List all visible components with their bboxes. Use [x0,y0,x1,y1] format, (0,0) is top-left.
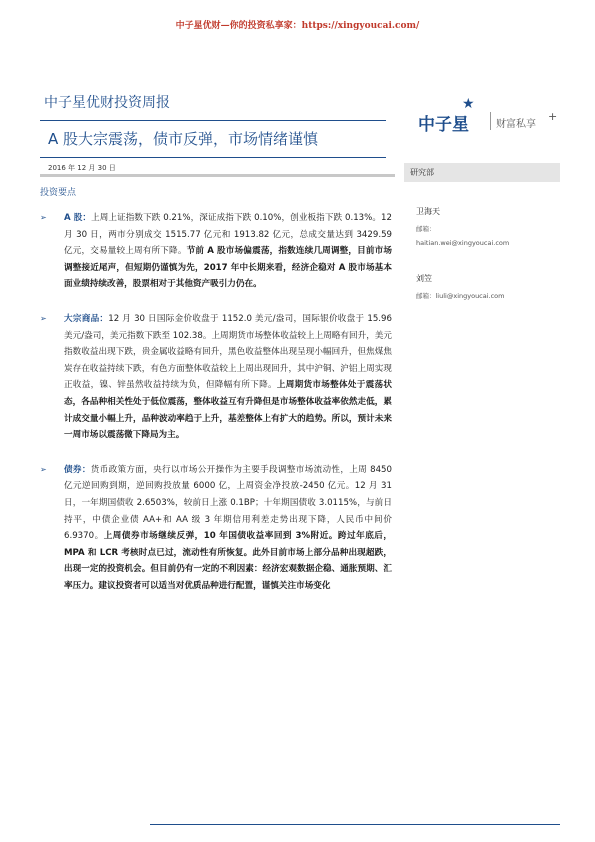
bullet-text: 上周上证指数下跌 0.21%，深证成指下跌 0.10%，创业板指下跌 0.13%。12 月 30 日，两市分别成交 1515.77 亿元和 1913.82 亿元，总成交量达到 3429.59 亿元，交易量较上周有所下降。 [64,213,392,257]
analyst-email[interactable]: 邮箱：liuli@xingyoucai.com [416,292,505,300]
bullet-highlight: 上周期货市场整体处于震荡状态，各品种相关性处于低位震荡，整体收益互有升降但是市场整体收益率依然走低，累计成交量小幅上升，品种波动率趋于上升，基差整体上有扩大的趋势。所以，预计未来一周市场以震荡微下降局为主。 [64,380,392,441]
department-label: 研究部 [404,163,560,182]
bullet-highlight: 上周债券市场继续反弹，10 年国债收益率回到 3%附近。跨过年底后，MPA 和 LCR 考核时点已过，流动性有所恢复。此外目前市场上部分品种出现超跌，出现一定的投资机会。但目前仍有一定的不利因素：经济宏观数据企稳、通胀预期、汇率压力。建议投资者可以适当对优质品种进行配置，谨慎关注市场变化 [64,531,392,591]
logo-sub-text: 财富私享 [496,119,536,130]
analyst-name: 卫海天 [416,207,440,216]
star-icon: ★ [462,96,475,112]
bullet-label: 债券： [64,464,91,475]
analyst-name: 刘笠 [416,274,432,283]
analyst-email[interactable]: haitian.wei@xingyoucai.com [416,239,510,247]
logo-separator [490,112,491,130]
bullet-label: 大宗商品： [64,313,109,324]
report-header [40,92,386,158]
list-item [40,210,392,293]
key-points [40,210,392,612]
bullet-text: 货币政策方面，央行以市场公开操作为主要手段调整市场流动性，上周 8450 亿元逆回购到期，逆回购投放量 6000 亿，上周资金净投放-2450 亿元。12 月 31 日，一年期国债收 2.6503%，较前日上涨 0.1BP；十年期国债收 3.0115%，与前日持平，中债企业债 AA+和 AA 级 3 年期信用利差走势出现下降，人民币中间价 6.9370。 [64,464,392,542]
divider-bar [40,174,395,177]
report-title: A 股大宗震荡，债市反弹，市场情绪谨慎 [48,130,319,148]
plus-icon: + [548,110,558,123]
analyst-card [404,206,560,247]
sidebar [404,163,560,300]
analyst-email-label: 邮箱： [416,225,436,233]
list-item [40,311,392,444]
arrow-right-icon: ➢ [40,213,47,222]
brand-logo [418,98,558,138]
divider [40,120,386,121]
bullet-text: 12 月 30 日国际金价收盘于 1152.0 美元/盎司，国际银价收盘于 15.96 美元/盎司，美元指数下跌至 102.38。上周期货市场整体收益较上上周略有回升，美元指数收益出现下跌，贵金属收益略有回升，黑色收益整体出现呈现小幅回升，但焦煤焦炭存在收益持续下跌，有色方面整体收益较上上周出现回升，其中沪铜、沪铝上周实现正收益，镍、锌虽然收益持续为负，但降幅有所下降。 [64,313,392,391]
logo-main-text: 中子星 [418,115,469,135]
analyst-card [404,273,560,300]
arrow-right-icon: ➢ [40,464,47,474]
list-item [40,462,392,595]
arrow-right-icon: ➢ [40,313,47,323]
footer-divider [150,824,560,825]
bullet-label: A 股： [64,213,92,223]
section-heading: 投资要点 [40,188,77,198]
divider [40,157,386,158]
top-banner[interactable]: 中子星优财—你的投资私享家：https://xingyoucai.com/ [175,21,420,31]
report-name: 中子星优财投资周报 [44,95,170,111]
bullet-highlight: 节前 A 股市场偏震荡，指数连续几周调整，目前市场调整接近尾声，但短期仍谨慎为先，2017 年中长期来看，经济企稳对 A 股市场基本面业绩持续改善，股票相对于其他资产吸引力仍在。 [64,246,392,290]
report-date: 2016 年 12 月 30 日 [48,164,116,172]
